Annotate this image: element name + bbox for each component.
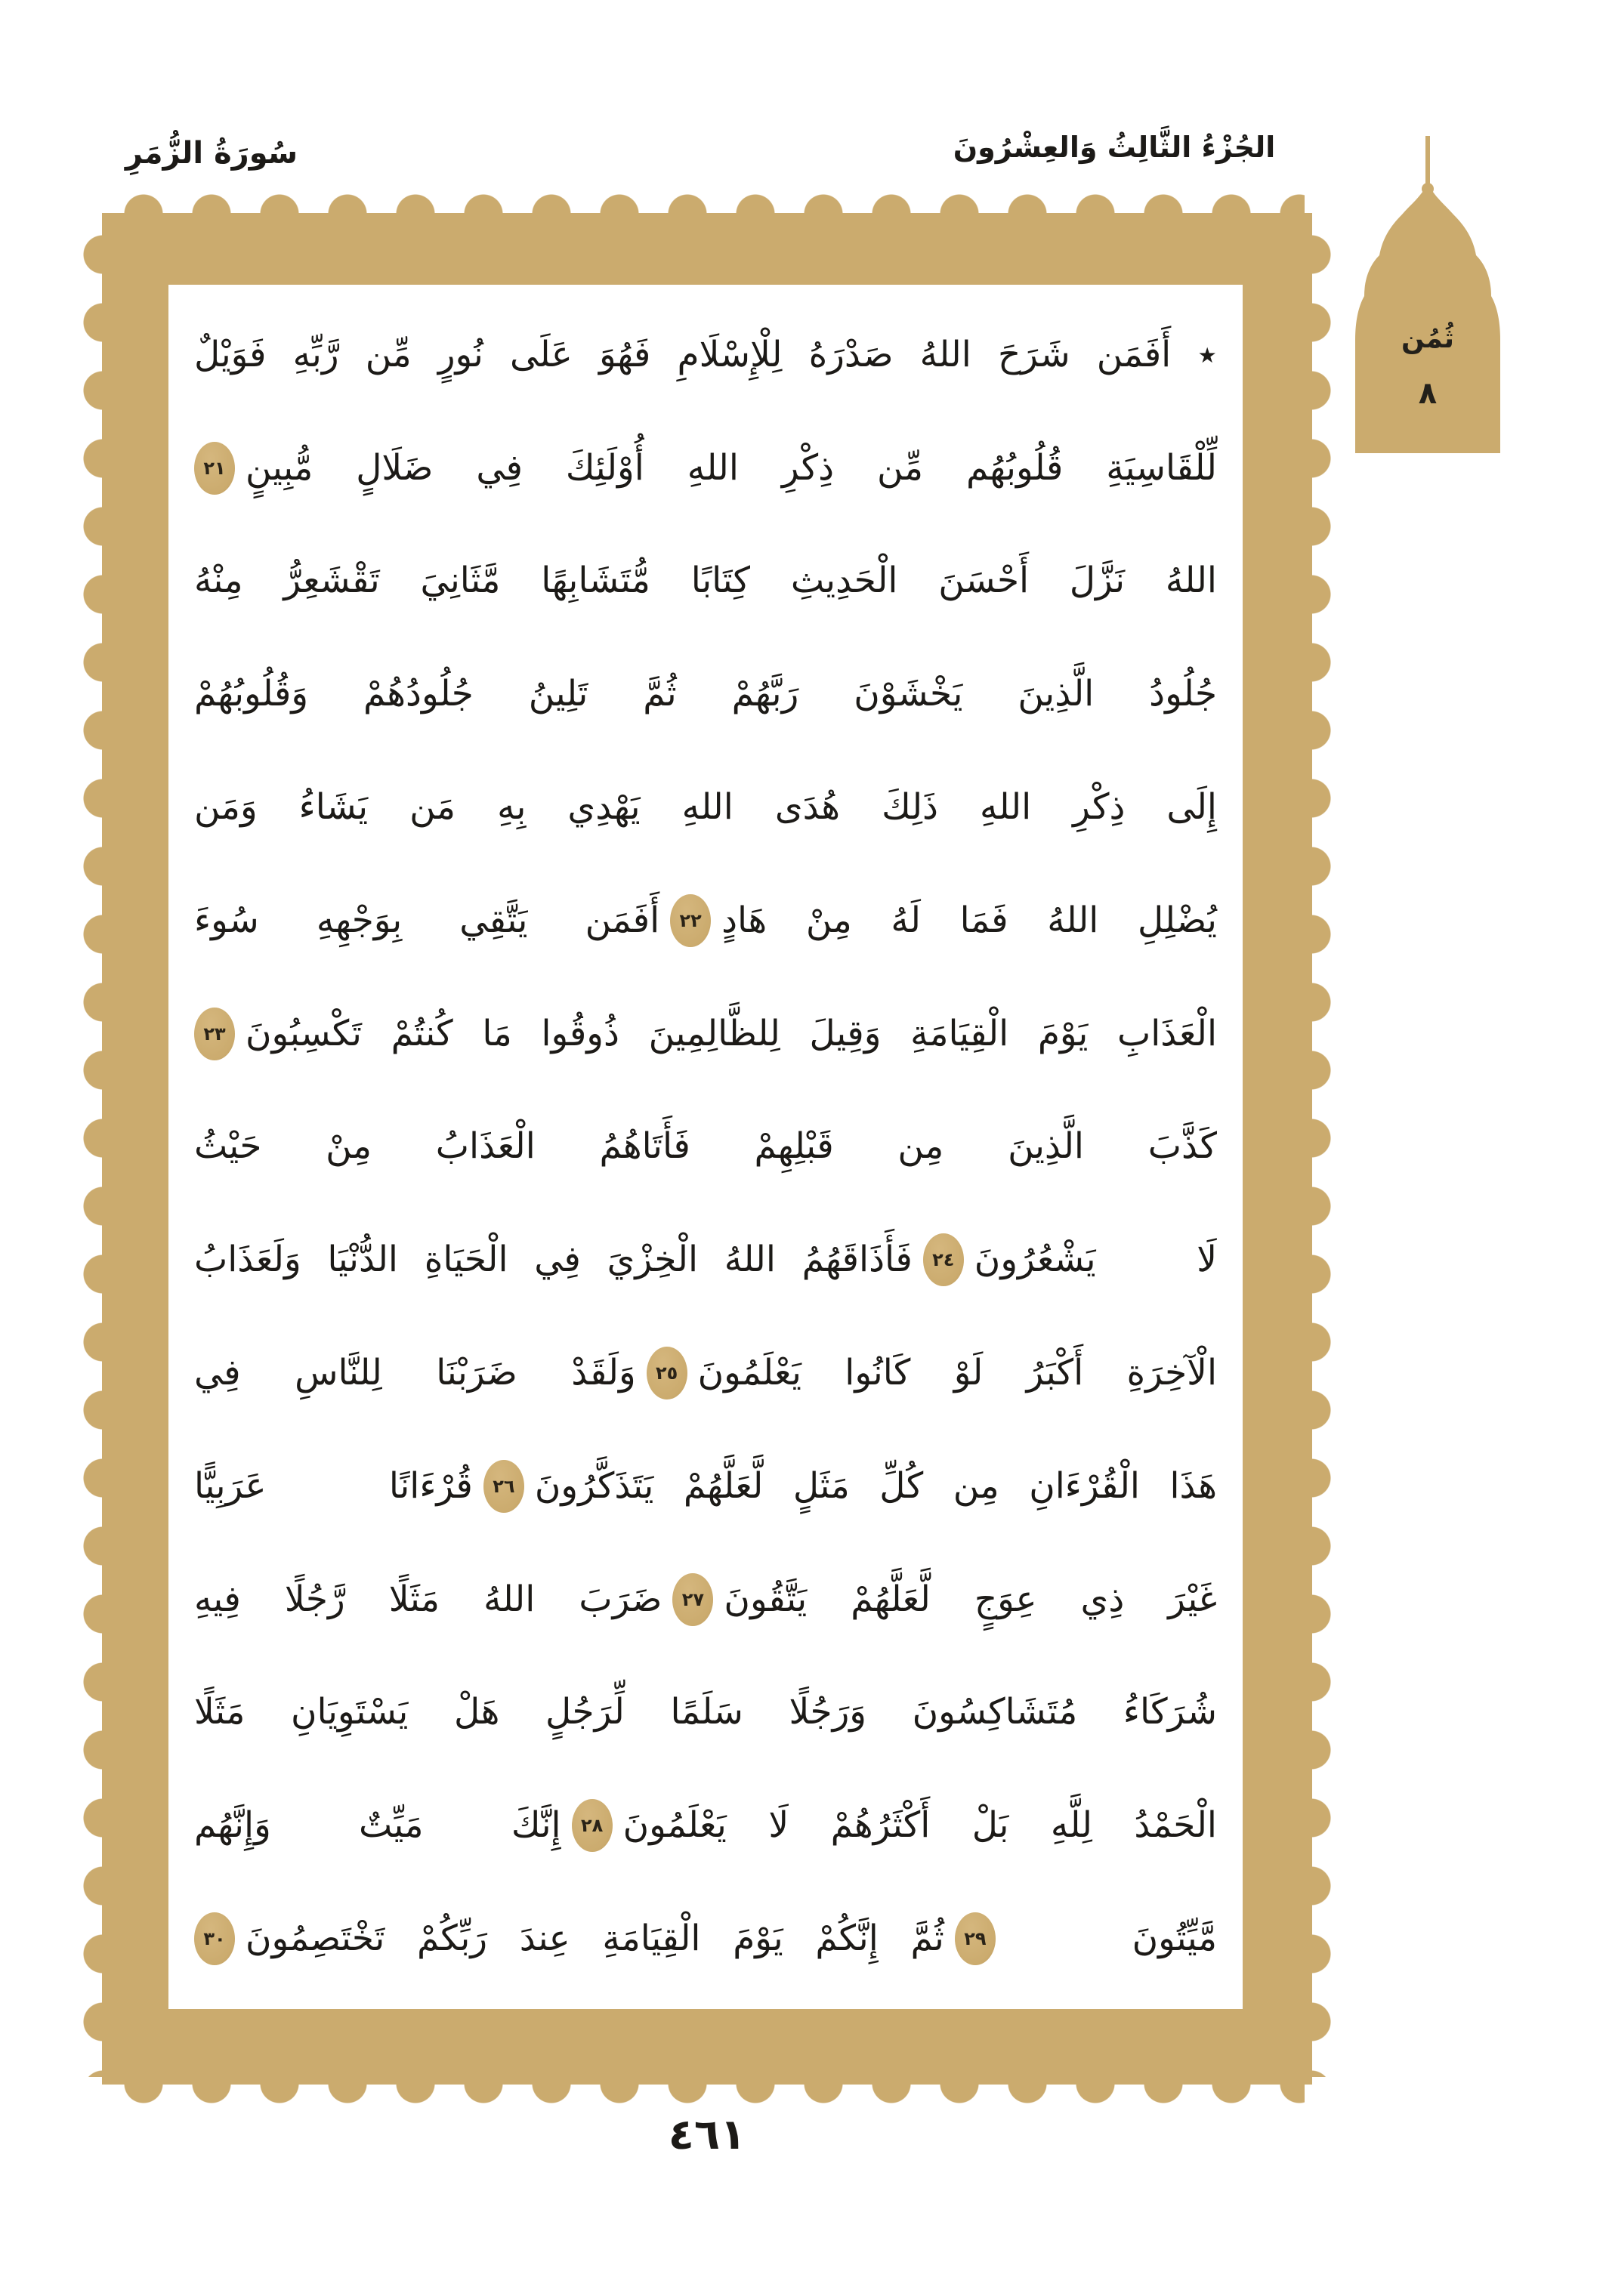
ayah-text: الْعَذَابِ يَوْمَ الْقِيَامَةِ وَقِيلَ لِلظَّالِمِينَ ذُوقُوا مَا كُنتُمْ تَكْسِبُونَ	[246, 1012, 1217, 1054]
frame-scallop-left	[82, 221, 103, 2077]
ayah-text: ٭ أَفَمَن شَرَحَ اللهُ صَدْرَهُ لِلْإِسْلَامِ فَهُوَ عَلَى نُورٍ مِّن رَّبِّهِ فَوَيْلٌ	[194, 333, 1217, 375]
thumun-label: ثُمُن	[1401, 323, 1455, 354]
frame-scallop-top	[110, 193, 1305, 214]
quran-line	[194, 1770, 1217, 1881]
quran-line	[194, 1544, 1217, 1656]
thumun-ornament	[1351, 136, 1505, 453]
ayah-end-marker: ٢٣	[194, 1008, 235, 1060]
ayah-text: الْحَمْدُ لِلَّهِ بَلْ أَكْثَرُهُمْ لَا يَعْلَمُونَ	[622, 1804, 1217, 1847]
ayah-end-marker: ٢٥	[647, 1347, 687, 1400]
ayah-end-marker: ٣٠	[194, 1912, 235, 1965]
quran-line	[194, 865, 1217, 977]
ayah-text: أَفَمَن يَتَّقِي بِوَجْهِهِ سُوءَ	[194, 899, 660, 941]
ayah-end-marker: ٢٤	[923, 1233, 964, 1286]
quran-line	[194, 1883, 1217, 1995]
ayah-text: مَّيِّتُونَ	[1132, 1918, 1217, 1960]
quran-line	[194, 525, 1217, 637]
quran-line	[194, 412, 1217, 524]
ayah-text: وَلَقَدْ ضَرَبْنَا لِلنَّاسِ فِي	[193, 1352, 636, 1394]
ayah-text: جُلُودُ الَّذِينَ يَخْشَوْنَ رَبَّهُمْ ثُمَّ تَلِينُ جُلُودُهُمْ وَقُلُوبُهُمْ	[194, 673, 1217, 715]
thumun-number: ٨	[1418, 376, 1438, 411]
ayah-text: ضَرَبَ اللهُ مَثَلًا رَّجُلًا فِيهِ	[193, 1578, 662, 1620]
quran-line	[194, 978, 1217, 1090]
ayah-text: شُرَكَاءُ مُتَشَاكِسُونَ وَرَجُلًا سَلَمًا لِّرَجُلٍ هَلْ يَسْتَوِيَانِ مَثَلًا	[194, 1691, 1217, 1733]
ayah-end-marker: ٢٧	[672, 1573, 713, 1626]
quran-line	[194, 1430, 1217, 1542]
ayah-text: الْآخِرَةِ أَكْبَرُ لَوْ كَانُوا يَعْلَمُونَ	[697, 1352, 1217, 1394]
ornate-frame	[102, 213, 1312, 2085]
quran-line	[194, 638, 1217, 750]
quran-line	[194, 1656, 1217, 1768]
ayah-text: يُضْلِلِ اللهُ فَمَا لَهُ مِنْ هَادٍ	[721, 899, 1217, 941]
page-number: ٤٦١	[668, 2110, 746, 2159]
quran-line	[194, 1204, 1217, 1316]
ayah-text: فَأَذَاقَهُمُ اللهُ الْخِزْيَ فِي الْحَيَاةِ الدُّنْيَا وَلَعَذَابُ	[193, 1239, 913, 1281]
ayah-end-marker: ٢١	[194, 442, 235, 495]
ayah-text: لِّلْقَاسِيَةِ قُلُوبُهُم مِّن ذِكْرِ اللهِ أُوْلَئِكَ فِي ضَلَالٍ مُّبِينٍ	[246, 446, 1217, 489]
quran-line	[194, 751, 1217, 863]
ayah-text: ثُمَّ إِنَّكُمْ يَوْمَ الْقِيَامَةِ عِندَ رَبِّكُمْ تَخْتَصِمُونَ	[245, 1918, 944, 1960]
ayah-text: إِلَى ذِكْرِ اللهِ ذَلِكَ هُدَى اللهِ يَهْدِي بِهِ مَن يَشَاءُ وَمَن	[194, 786, 1217, 829]
ayah-end-marker: ٢٩	[955, 1912, 996, 1965]
ayah-text: هَذَا الْقُرْءَانِ مِن كُلِّ مَثَلٍ لَّعَلَّهُمْ يَتَذَكَّرُونَ	[534, 1464, 1217, 1507]
quran-line	[194, 1091, 1217, 1202]
frame-scallop-right	[1311, 221, 1332, 2077]
quran-text-panel	[168, 285, 1243, 2009]
juz-title: الجُزْءُ الثَّالِثُ وَالعِشْرُونَ	[953, 131, 1276, 164]
ayah-end-marker: ٢٦	[483, 1460, 524, 1513]
ayah-end-marker: ٢٢	[670, 894, 711, 947]
surah-title: سُورَةُ الزُّمَرِ	[125, 136, 298, 171]
ayah-text: غَيْرَ ذِي عِوَجٍ لَّعَلَّهُمْ يَتَّقُونَ	[724, 1578, 1217, 1620]
ayah-text: اللهُ نَزَّلَ أَحْسَنَ الْحَدِيثِ كِتَابًا مُّتَشَابِهًا مَّثَانِيَ تَقْشَعِرُّ مِنْهُ	[194, 560, 1217, 602]
ayah-end-marker: ٢٨	[572, 1799, 613, 1852]
quran-line	[194, 299, 1217, 411]
ayah-text: إِنَّكَ مَيِّتٌ وَإِنَّهُم	[193, 1804, 561, 1847]
ayah-text: قُرْءَانًا عَرَبِيًّا	[194, 1464, 473, 1507]
ayah-text: كَذَّبَ الَّذِينَ مِن قَبْلِهِمْ فَأَتَاهُمُ الْعَذَابُ مِنْ حَيْثُ	[194, 1125, 1217, 1168]
ayah-text: لَا يَشْعُرُونَ	[974, 1239, 1217, 1281]
quran-line	[194, 1317, 1217, 1429]
